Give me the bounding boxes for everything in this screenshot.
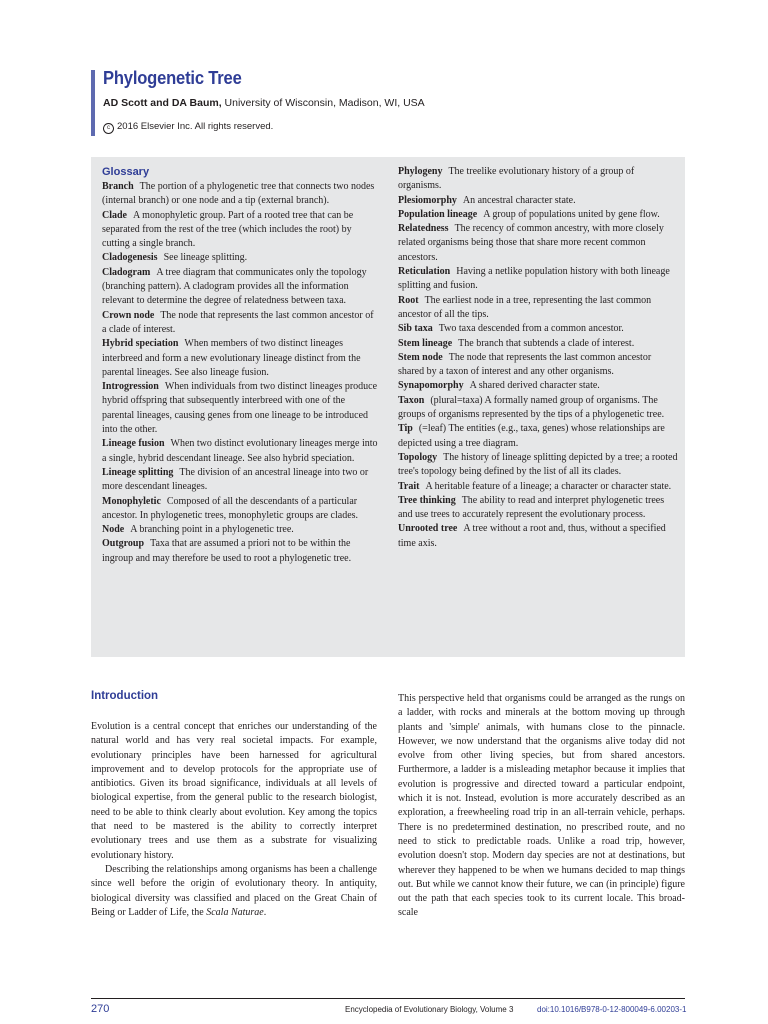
- glossary-definition: (=leaf) The entities (e.g., taxa, genes) whose relationships are depicted using a tree diagram.: [398, 423, 665, 449]
- article-title: Phylogenetic Tree: [103, 68, 242, 88]
- paragraph: Describing the relationships among organisms has been a challenge since well before the origin of evolutionary theory. In antiquity, biological diversity was classified and placed on the Great Chain of Being or Ladder of Life, the Scala Naturae.: [91, 863, 377, 918]
- glossary-definition: A monophyletic group. Part of a rooted tree that can be separated from the rest of the tree (which includes the root) by cutting a single branch.: [102, 209, 354, 250]
- glossary-term: Phylogeny: [398, 166, 443, 177]
- glossary-entry: [398, 165, 678, 194]
- author-line: [103, 97, 425, 109]
- glossary-definition: When individuals from two distinct lineages produce hybrid offspring that subsequently interbreed with one of the parental lineages, causing genes from one lineage to be introduced into the other.: [102, 381, 378, 436]
- glossary-entry: [102, 266, 378, 309]
- glossary-definition: A heritable feature of a lineage; a character or character state.: [425, 480, 672, 492]
- glossary-term: Cladogenesis: [102, 252, 158, 264]
- body-right-column: [398, 692, 685, 921]
- glossary-definition: A tree without a root and, thus, without a specified time axis.: [398, 523, 666, 549]
- glossary-definition: When members of two distinct lineages interbreed and form a new evolutionary lineage distinct from the parental lineages. See also lineage fusion.: [102, 338, 361, 378]
- glossary-term: Monophyletic: [102, 495, 161, 507]
- copyright-icon: c: [103, 123, 114, 134]
- glossary-entry: [398, 480, 678, 494]
- glossary-entry: [398, 394, 678, 423]
- copyright-line: [103, 121, 273, 134]
- glossary-entry: [102, 209, 378, 252]
- glossary-definition: When two distinct evolutionary lineages merge into a single, hybrid descendant lineage. See also hybrid speciation.: [102, 438, 378, 464]
- glossary-term: Tree thinking: [398, 494, 456, 506]
- glossary-entry: [398, 451, 678, 480]
- affiliation: University of Wisconsin, Madison, WI, USA: [221, 97, 425, 109]
- glossary-definition: The treelike evolutionary history of a group of organisms.: [398, 166, 635, 192]
- title-accent-bar: [91, 70, 95, 136]
- glossary-definition: The earliest node in a tree, representing the last common ancestor of all the tips.: [398, 294, 652, 320]
- glossary-definition: A group of populations united by gene flow.: [483, 208, 660, 220]
- glossary-term: Cladogram: [102, 266, 151, 278]
- glossary-term: Outgroup: [102, 538, 145, 550]
- glossary-definition: A tree diagram that communicates only the topology (branching pattern). A cladogram provides all the information relevant to determine the degree of relatedness between taxa.: [102, 266, 367, 307]
- doi-link[interactable]: doi:10.1016/B978-0-12-800049-6.00203-1: [537, 1005, 687, 1014]
- glossary-entry: [102, 309, 378, 338]
- glossary-entry: [398, 522, 678, 551]
- glossary-term: Branch: [102, 181, 134, 192]
- glossary-entry: [398, 494, 678, 523]
- glossary-entry: [398, 208, 678, 222]
- glossary-right-column: [398, 165, 678, 551]
- glossary-entry: [102, 523, 378, 537]
- glossary-entry: [398, 222, 678, 265]
- glossary-entry: [398, 379, 678, 393]
- glossary-definition: The node that represents the last common ancestor of a clade of interest.: [102, 309, 374, 335]
- journal-citation: Encyclopedia of Evolutionary Biology, Volume 3: [345, 1005, 514, 1014]
- glossary-entry: [102, 437, 378, 466]
- glossary-term: Population lineage: [398, 208, 478, 220]
- glossary-definition: A shared derived character state.: [469, 380, 600, 392]
- glossary-definition: The ability to read and interpret phylogenetic trees and use trees to accurately represent the evolutionary process.: [398, 494, 665, 521]
- body-left-column: [91, 720, 377, 920]
- glossary-term: Clade: [102, 209, 127, 221]
- glossary-term: Sib taxa: [398, 323, 433, 335]
- glossary-definition: Composed of all the descendants of a particular ancestor. In phylogenetic trees, monophyletic groups are clades.: [102, 495, 359, 521]
- glossary-term: Node: [102, 524, 125, 536]
- glossary-definition: Taxa that are assumed a priori not to be within the ingroup and may therefore be used to root a phylogenetic tree.: [102, 538, 352, 564]
- glossary-definition: The history of lineage splitting depicted by a tree; a rooted tree's topology being defined by the list of all its clades.: [398, 451, 678, 478]
- glossary-term: Lineage splitting: [102, 466, 174, 478]
- glossary-entry: [398, 265, 678, 294]
- introduction-heading: Introduction: [91, 690, 159, 702]
- glossary-term: Taxon: [398, 394, 425, 406]
- glossary-term: Unrooted tree: [398, 523, 458, 535]
- glossary-definition: (plural=taxa) A formally named group of organisms. The groups of organisms represented by the tips of a phylogenetic tree.: [398, 394, 665, 421]
- glossary-definition: Having a netlike population history with both lineage splitting and fusion.: [398, 266, 670, 292]
- glossary-entry: [398, 322, 678, 336]
- authors: AD Scott and DA Baum,: [103, 97, 222, 109]
- glossary-definition: Two taxa descended from a common ancestor.: [438, 323, 624, 335]
- glossary-definition: The branch that subtends a clade of interest.: [458, 337, 635, 349]
- glossary-heading: Glossary: [102, 166, 150, 178]
- glossary-entry: [398, 351, 678, 380]
- glossary-definition: The recency of common ancestry, with more closely related organisms being those that share more recent common ancestors.: [398, 223, 664, 263]
- page-number: 270: [91, 1003, 110, 1015]
- glossary-entry: [102, 337, 378, 380]
- glossary-term: Introgression: [102, 381, 159, 393]
- glossary-term: Stem lineage: [398, 337, 453, 349]
- glossary-definition: An ancestral character state.: [462, 194, 576, 206]
- glossary-definition: The portion of a phylogenetic tree that connects two nodes (internal branch) or one node and a tip (external branch).: [102, 181, 375, 207]
- glossary-term: Trait: [398, 480, 420, 492]
- italic-term: Scala Naturae: [206, 906, 264, 918]
- glossary-definition: See lineage splitting.: [163, 252, 248, 264]
- glossary-definition: The division of an ancestral lineage into two or more descendant lineages.: [102, 466, 369, 493]
- glossary-term: Relatedness: [398, 223, 449, 235]
- glossary-entry: [398, 294, 678, 323]
- glossary-left-column: [102, 165, 378, 566]
- glossary-term: Crown node: [102, 309, 155, 321]
- glossary-entry: [102, 380, 378, 437]
- glossary-entry: [398, 422, 678, 451]
- glossary-entry: [398, 194, 678, 208]
- glossary-term: Stem node: [398, 351, 443, 363]
- glossary-definition: The node that represents the last common ancestor shared by a taxon of interest and any other organisms.: [398, 351, 652, 378]
- glossary-term: Synapomorphy: [398, 380, 464, 392]
- glossary-term: Root: [398, 294, 419, 306]
- glossary-entry: [102, 537, 378, 566]
- paragraph: Evolution is a central concept that enriches our understanding of the natural world and has very real societal impacts. For example, evolutionary principles have been harnessed for agricultural improvement and to develop protocols for the appropriate use of antibiotics. Given its broad significance, individuals at all levels of biological expertise, from the general public to the research biologist, need to be able to think clearly about evolution. Key among the topics that need to be mastered is the ability to correctly interpret evolutionary trees and use them as a substrate for visualizing evolutionary history.: [91, 721, 377, 861]
- glossary-term: Hybrid speciation: [102, 338, 179, 350]
- glossary-entry: [102, 495, 378, 524]
- glossary-term: Tip: [398, 423, 413, 435]
- glossary-entry: [102, 180, 378, 209]
- glossary-entry: [102, 466, 378, 495]
- glossary-box: [91, 157, 685, 657]
- glossary-term: Lineage fusion: [102, 438, 165, 450]
- paragraph: This perspective held that organisms could be arranged as the rungs on a ladder, with rocks and minerals at the bottom moving up through plants and 'simple' animals, with humans close to the pinnacle. However, we now understand that the organisms alive today did not evolve from other living species, but from shared ancestors. Furthermore, a ladder is a misleading metaphor because it implies that evolution is progressive and directed toward a particular endpoint, which it is not. Instead, evolution is more accurately described as an exploration, a freewheeling road trip in an all-terrain vehicle, perhaps. There is no predetermined destination, no prescribed route, and no need to stick to predictable roads. Unlike a road trip, however, evolution doesn't stop. Modern day species are not at destinations, but wherever they happened to be when we humans decided to map things out. But while we cannot know their future, we can (in principle) figure out the path that each species took to its current locale. This broad-scale: [398, 693, 685, 919]
- glossary-definition: A branching point in a phylogenetic tree.: [130, 524, 294, 536]
- glossary-term: Reticulation: [398, 266, 451, 278]
- glossary-term: Topology: [398, 451, 438, 463]
- footer-rule: [91, 998, 685, 999]
- glossary-term: Plesiomorphy: [398, 194, 457, 206]
- glossary-entry: [398, 337, 678, 351]
- copyright-text: 2016 Elsevier Inc. All rights reserved.: [117, 121, 274, 132]
- glossary-entry: [102, 251, 378, 265]
